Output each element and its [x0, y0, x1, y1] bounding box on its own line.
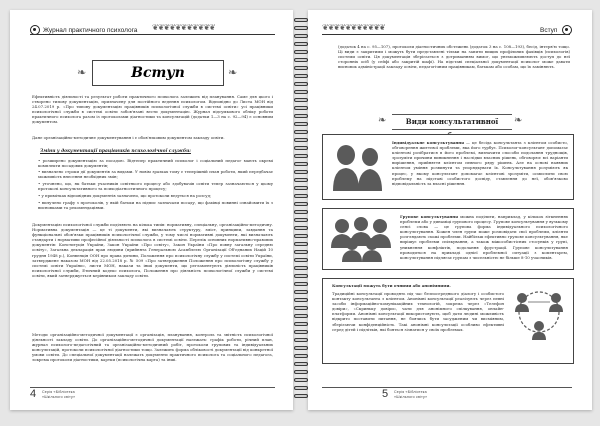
body-paragraph-2: Методи організаційно-методичної документації є організація, планування, контроль та звітність психологічної діяльності закладу освіти. До організаційно-методичної документації належать: графік роботи, річний план, журнал психолого-педагогічний та організаційно-методичний робіт, протоколи групових та індивідуальних консультацій, протоколи психологічної діагностики тощо. Залежить форма обліковості документації від конкретної умови освіти. До спеціальної документації належать документи практичного психолога та соціального педагога, зокрема протоколи діагностики, картки (психологічна карта) та інші.	[32, 332, 273, 363]
left-page-number: 4	[30, 388, 37, 400]
laurel-left-icon: ❧	[77, 66, 87, 79]
individual-consulting-text	[392, 140, 568, 196]
spiral-coil	[294, 50, 308, 54]
spiral-coil	[294, 274, 308, 278]
spiral-coil	[294, 90, 308, 94]
footer-series-line: Серія «Бібліотека	[42, 390, 75, 395]
spiral-coil	[294, 394, 308, 398]
right-top-paragraph: (додаток 4 на с. 95—107), протоколи діагностичних обстежень (додаток 3 на с. 108—193), бесід, інтерв'ю тощо. Ці види є закритими і можуть бути представлені тільки на запити вищих профільних фахівців (психологів) системи освіти. Ця документація зберігається з дотриманням вимог, що унеможливлюють доступ до неї сторонніх осіб (у сейфі або закритій шафі). На підставі спеціальної документації психолог може давати висновок адміністрації закладу освіти, педагогічним працівникам, батькам або особам, що їх заміняють.	[338, 44, 570, 70]
spiral-coil	[294, 130, 308, 134]
spiral-coil	[294, 34, 308, 38]
bullet-item: • розширено документацію за посадою. Відтепер практичний психолог і соціальний педагог мають окремі комплекти посадових документів;	[38, 158, 273, 168]
spiral-binding	[293, 10, 309, 410]
spiral-coil	[294, 282, 308, 286]
spiral-coil	[294, 314, 308, 318]
spiral-coil	[294, 122, 308, 126]
online-consultation-icon	[510, 286, 568, 346]
spiral-coil	[294, 106, 308, 110]
spiral-coil	[294, 98, 308, 102]
right-footer-series	[394, 390, 427, 399]
spiral-coil	[294, 114, 308, 118]
section-title-box	[392, 114, 512, 130]
spiral-coil	[294, 74, 308, 78]
spiral-coil	[294, 58, 308, 62]
right-header-rule	[322, 34, 570, 35]
laurel-right-icon: ❧	[228, 66, 238, 79]
bullet-item: • вилучено графу з протоколів, у якій батьки на підпис зазначали посаду, що фахівці повинні ознайомити їх з висновками та рекомендаціями.	[38, 200, 273, 210]
footer-series-line: Серія «Бібліотека	[394, 390, 427, 395]
book-spread	[10, 10, 592, 420]
left-footer-series	[42, 390, 75, 399]
right-page-number: 5	[382, 388, 389, 400]
spiral-coil	[294, 346, 308, 350]
group-of-people-icon	[328, 214, 394, 264]
bullet-item: • визначено строки дії документів за видами. У новім зразках тому є теперішній план роботи, який передбачає можливість внесення необхідних змін;	[38, 169, 273, 179]
individual-consulting-title: Індивідуальне консультування	[392, 140, 464, 145]
laurel-right-icon: ❧	[514, 115, 523, 126]
left-header-rule	[30, 34, 275, 35]
laurel-left-icon: ❧	[378, 115, 387, 126]
spiral-coil	[294, 266, 308, 270]
section-title: Види консультативної	[405, 117, 499, 126]
intro-paragraph-2: Дане організаційно-методичне документування і є обов'язковим документом закладу освіти.	[32, 135, 225, 140]
spiral-coil	[294, 218, 308, 222]
spiral-coil	[294, 354, 308, 358]
right-page	[308, 10, 592, 410]
spiral-coil	[294, 194, 308, 198]
spiral-coil	[294, 66, 308, 70]
spiral-coil	[294, 154, 308, 158]
body-paragraph-1: Документацію психологічної служби поділяють на кілька типів: нормативну, спеціальну, організаційно-методичну. Нормативна документація — це ті документи, які визначають структуру, зміст, принципи, завдання та функціональні обов'язки працівників психологічної служби, у тому числі нормативні документи, які визначають стандарти і нормативи професійної діяльності психолога в системі освіти. Перелік основних нормативно-правових документів: Конституція України, Закон України «Про освіту», Закон України «Про повну загальну середню освіту», Загальна декларація прав людини (прийнята Генеральною Асамблеєю Організації Об'єднаних Націй 10 грудня 1948 р.), Конвенція ООН про права дитини, Положення про психологічну службу у системі освіти України, затверджене наказом МОН від 22.05.2018 р. № 509 «Про затвердження Положення про психологічну службу у системі освіти України», листи МОН, накази та інші документи, що регламентують діяльність працівників психологічної служби, Етичний кодекс психолога, Положення про діяльність психологічної служби у системі освіти, який затверджується керівником закладу освіти.	[32, 222, 273, 278]
spiral-coil	[294, 26, 308, 30]
spiral-coil	[294, 178, 308, 182]
spiral-coil	[294, 298, 308, 302]
spiral-coil	[294, 290, 308, 294]
spiral-coil	[294, 202, 308, 206]
spiral-coil	[294, 234, 308, 238]
spiral-coil	[294, 146, 308, 150]
changes-heading: Зміни у документації працівників психологічної служби:	[40, 149, 191, 154]
group-consulting-title: Групове консультування	[400, 214, 458, 219]
anonymous-consulting-title: Консультації можуть бути очними або анонімними.	[332, 283, 451, 288]
chapter-title-box	[92, 60, 224, 86]
spiral-coil	[294, 42, 308, 46]
group-consulting-body: можна поділити, наприклад, у кількох зіткненнях проблеми або у динаміці групового процесу. Групове консультування у вузькому сенсі слова — це групова форма індивідуального психологічного консультування. Кожен член групи може розповідати свої проблеми, клієнти розглядають схожі проблеми. Найбільш ефективно групове консультування, яке вирішує проблеми спілкування, а також міжособистісних стосунків у групі, уникнення конфліктів, подолання фрустрації. Групове консультування проводиться на прикладі однієї проблемної ситуації з коментарем, консультування підлягає групам з чисельністю не більше 8-10 учасників.	[400, 214, 568, 260]
bullet-item: • у примітках відповідних документів зазначено, що протоколи ведуться на розсуд;	[38, 193, 212, 198]
header-laurel-ornament-icon: ❦❦❦❦❦❦❦❦❦❦❦	[152, 23, 215, 32]
spiral-coil	[294, 362, 308, 366]
right-footer-rule	[322, 387, 572, 388]
spiral-coil	[294, 378, 308, 382]
two-people-talking-icon	[330, 141, 386, 193]
group-consulting-text	[400, 214, 568, 266]
spiral-coil	[294, 18, 308, 22]
bullet-item: • уточнено, що, як батьки учасників освітнього процесу або здобувачів освіти тепер зазначаються у цьому протоколі консультативного та психодіагностичного процесу;	[38, 181, 273, 191]
spiral-coil	[294, 338, 308, 342]
left-header-title: Журнал практичного психолога	[43, 27, 138, 34]
individual-consulting-body: — це бесіда консультанта з клієнтом особисто, обговорення життєвої проблеми, яка його турбує. Психолог-консультант допомагає клієнтові розібратися в його проблемі, визначити способи подолання труднощів, зрозуміти причини виникнення і наслідки власних рішень, обговорює всі варіанти вирішення, прийняття клієнтом певного ряду рішень. Але на основі наявних клієнтом уміння розвинути та упорядкувати їх. Консультування розуміють як процес, у якому консультант допомагає клієнтові зрозуміти, осмислити свою проблему на підставі особистого досвіду, ставлення до неї, обов'язково відповідальність за власні рішення.	[392, 140, 568, 186]
spiral-coil	[294, 242, 308, 246]
header-laurel-ornament-icon: ❦❦❦❦❦❦❦❦❦❦❦	[322, 23, 385, 32]
spiral-coil	[294, 82, 308, 86]
footer-series-line: «Шкільного світу»	[42, 394, 76, 399]
spiral-coil	[294, 210, 308, 214]
footer-series-line: «Шкільного світу»	[394, 394, 428, 399]
intro-paragraph-1: Ефективність діяльності та результат роботи практичного психолога залежить від планування. Саме для цього і створено типову документацію, призначену для постійного ведення психологом. Відповідно до Листа МОН від 24.07.2019 р. «Про типову документацію працівників психологічної служби в системі освіти» усі працівники психологічної служби в системі освіти зобов'язані вести документацію. Журнал підсумкового обліку роботи практичного психолога разом із протоколами діагностики та консультацій (додатки 1—3 на с. 92—94) є основним документом.	[32, 94, 273, 125]
spiral-coil	[294, 226, 308, 230]
spiral-coil	[294, 370, 308, 374]
spiral-coil	[294, 138, 308, 142]
anonymous-consulting-text: Традиційні консультації проводять під час безпосереднього діалогу і особистого контакту консультанта з клієнтом. Анонімні консультації реалізують через певні засоби інформаційно-комунікаційних технологій, зокрема через «Телефон довіри», «Скриньку довіри», чати для анонімного спілкування, онлайн-платформи. Анонімні консультації використовують, щоб дати людині можливість відкрито поставити питання, не боячись бути засудженим чи висміяним, зберігаючи конфіденційність. Такі анонімні консультації особливо ефективні серед дітей і підлітків, які бояться зізнатися у своїх проблемах.	[332, 291, 504, 332]
spiral-coil	[294, 330, 308, 334]
spiral-coil	[294, 162, 308, 166]
spiral-coil	[294, 250, 308, 254]
spiral-coil	[294, 386, 308, 390]
left-page	[10, 10, 293, 410]
spiral-coil	[294, 322, 308, 326]
spiral-coil	[294, 186, 308, 190]
left-footer-rule	[30, 387, 275, 388]
spiral-coil	[294, 258, 308, 262]
spiral-coil	[294, 170, 308, 174]
spiral-coil	[294, 306, 308, 310]
right-header-title: Вступ	[540, 27, 558, 34]
chapter-title: Вступ	[131, 65, 185, 81]
